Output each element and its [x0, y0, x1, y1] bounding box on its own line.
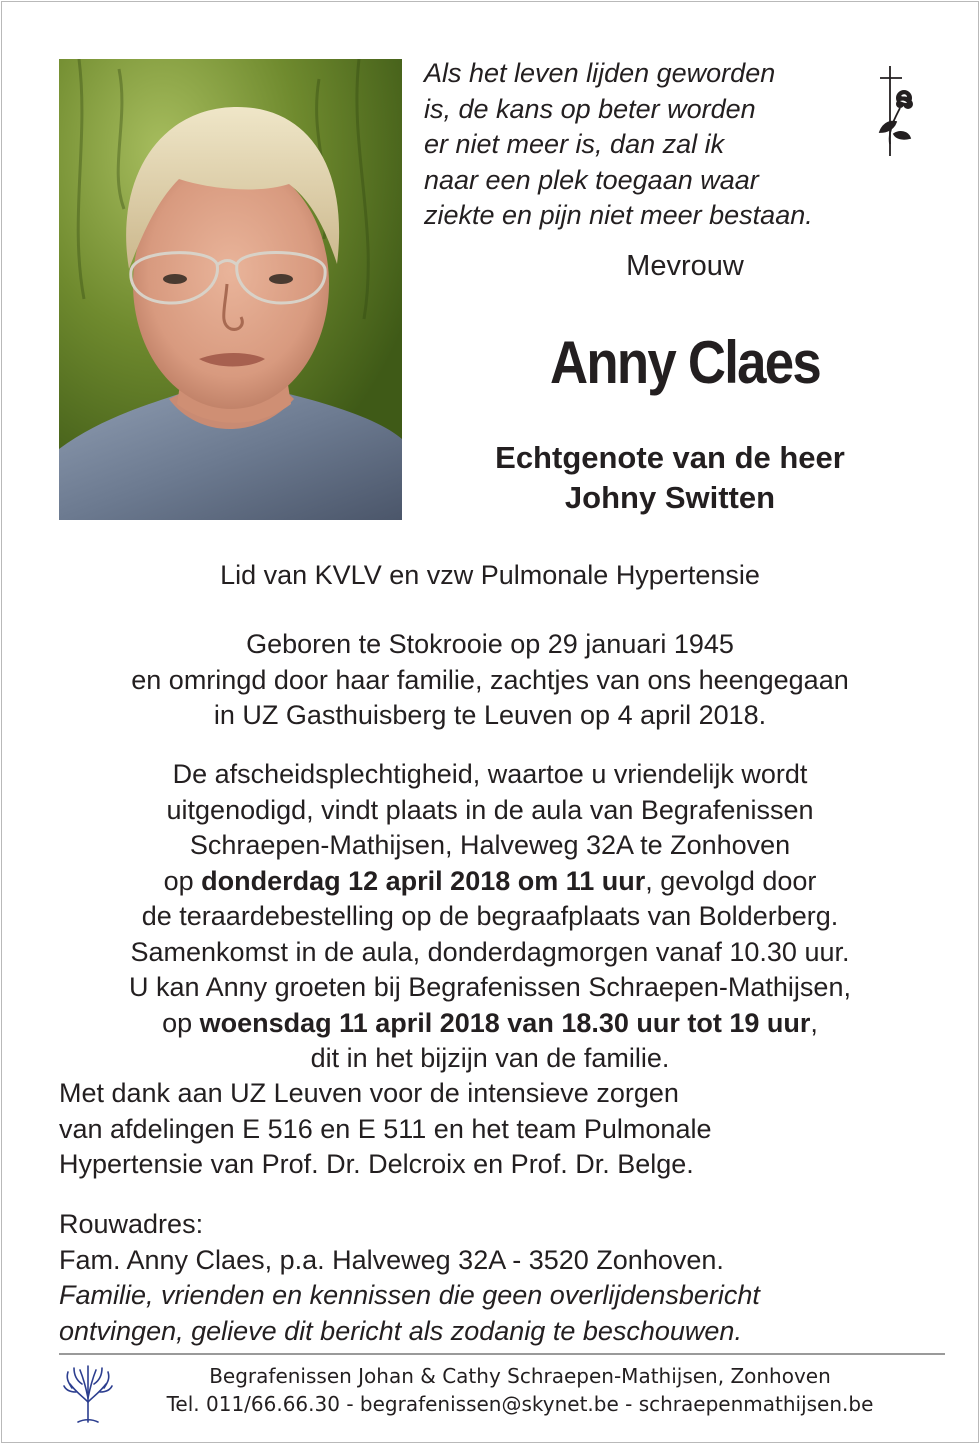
visitation-date-line [40, 1006, 940, 1042]
ceremony-prefix: op [163, 865, 202, 896]
funeral-home-footer [120, 1362, 920, 1418]
membership [40, 558, 940, 594]
cross-rose-icon [870, 64, 920, 160]
portrait-photo [59, 59, 402, 520]
honorific: Mevrouw [626, 250, 744, 282]
ceremony-date: donderdag 12 april 2018 om 11 uur [201, 865, 646, 896]
poem-line: is, de kans op beter worden [424, 93, 756, 124]
death-line: en omringd door haar familie, zachtjes van ons heengegaan [131, 664, 849, 695]
ceremony-line: dit in het bijzijn van de familie. [310, 1043, 670, 1073]
ceremony-suffix: , gevolgd door [645, 865, 817, 896]
poem-line: ziekte en pijn niet meer bestaan. [424, 200, 813, 230]
footer-divider [59, 1353, 945, 1355]
funeral-home-name: Begrafenissen Johan & Cathy Schraepen-Mathijsen, Zonhoven [209, 1364, 831, 1388]
address-value: Fam. Anny Claes, p.a. Halveweg 32A - 3520 Zonhoven. [59, 1244, 724, 1275]
visitation-prefix: op [162, 1007, 200, 1038]
membership-text: Lid van KVLV en vzw Pulmonale Hypertensie [220, 560, 760, 590]
address-label: Rouwadres: [59, 1209, 204, 1239]
spouse-line: Echtgenote van de heer [495, 440, 845, 475]
spouse-info [420, 438, 920, 518]
mourning-address [59, 1207, 919, 1349]
tree-icon [62, 1362, 114, 1424]
ceremony-info [40, 757, 940, 1077]
portrait-illustration [59, 59, 402, 520]
ceremony-line: Samenkomst in de aula, donderdagmorgen vanaf 10.30 uur. [130, 936, 850, 967]
poem [424, 56, 864, 234]
visitation-date: woensdag 11 april 2018 van 18.30 uur tot 19 uur [199, 1007, 811, 1038]
ceremony-line: U kan Anny groeten bij Begrafenissen Schraepen-Mathijsen, [129, 972, 851, 1002]
death-place-line: in UZ Gasthuisberg te Leuven op 4 april 2018. [213, 700, 767, 730]
poem-line: er niet meer is, dan zal ik [424, 129, 725, 159]
poem-line: naar een plek toegaan waar [424, 164, 759, 195]
poem-line: Als het leven lijden geworden [424, 58, 776, 88]
ceremony-date-line [40, 864, 940, 900]
thanks-line: Hypertensie van Prof. Dr. Delcroix en Prof. Dr. Belge. [59, 1149, 694, 1179]
spouse-line: Johny Switten [564, 480, 776, 515]
thanks-line: Met dank aan UZ Leuven voor de intensieve zorgen [59, 1078, 679, 1108]
ceremony-line: Schraepen-Mathijsen, Halveweg 32A te Zonhoven [189, 830, 791, 860]
birth-death-info [40, 627, 940, 734]
thanks [59, 1076, 919, 1183]
funeral-home-contact: Tel. 011/66.66.30 - begrafenissen@skynet.be - schraepenmathijsen.be [166, 1392, 874, 1416]
ceremony-line: De afscheidsplechtigheid, waartoe u vriendelijk wordt [172, 759, 808, 789]
birth-line: Geboren te Stokrooie op 29 januari 1945 [246, 629, 734, 659]
notice-line: ontvingen, gelieve dit bericht als zodanig te beschouwen. [59, 1315, 742, 1346]
ceremony-line: de teraardebestelling op de begraafplaats van Bolderberg. [141, 901, 839, 931]
thanks-line: van afdelingen E 516 en E 511 en het team Pulmonale [59, 1113, 712, 1144]
notice-line: Familie, vrienden en kennissen die geen overlijdensbericht [59, 1280, 760, 1310]
ceremony-line: uitgenodigd, vindt plaats in de aula van Begrafenissen [166, 794, 814, 825]
visitation-suffix: , [810, 1007, 818, 1038]
deceased-name: Anny Claes [550, 329, 820, 396]
